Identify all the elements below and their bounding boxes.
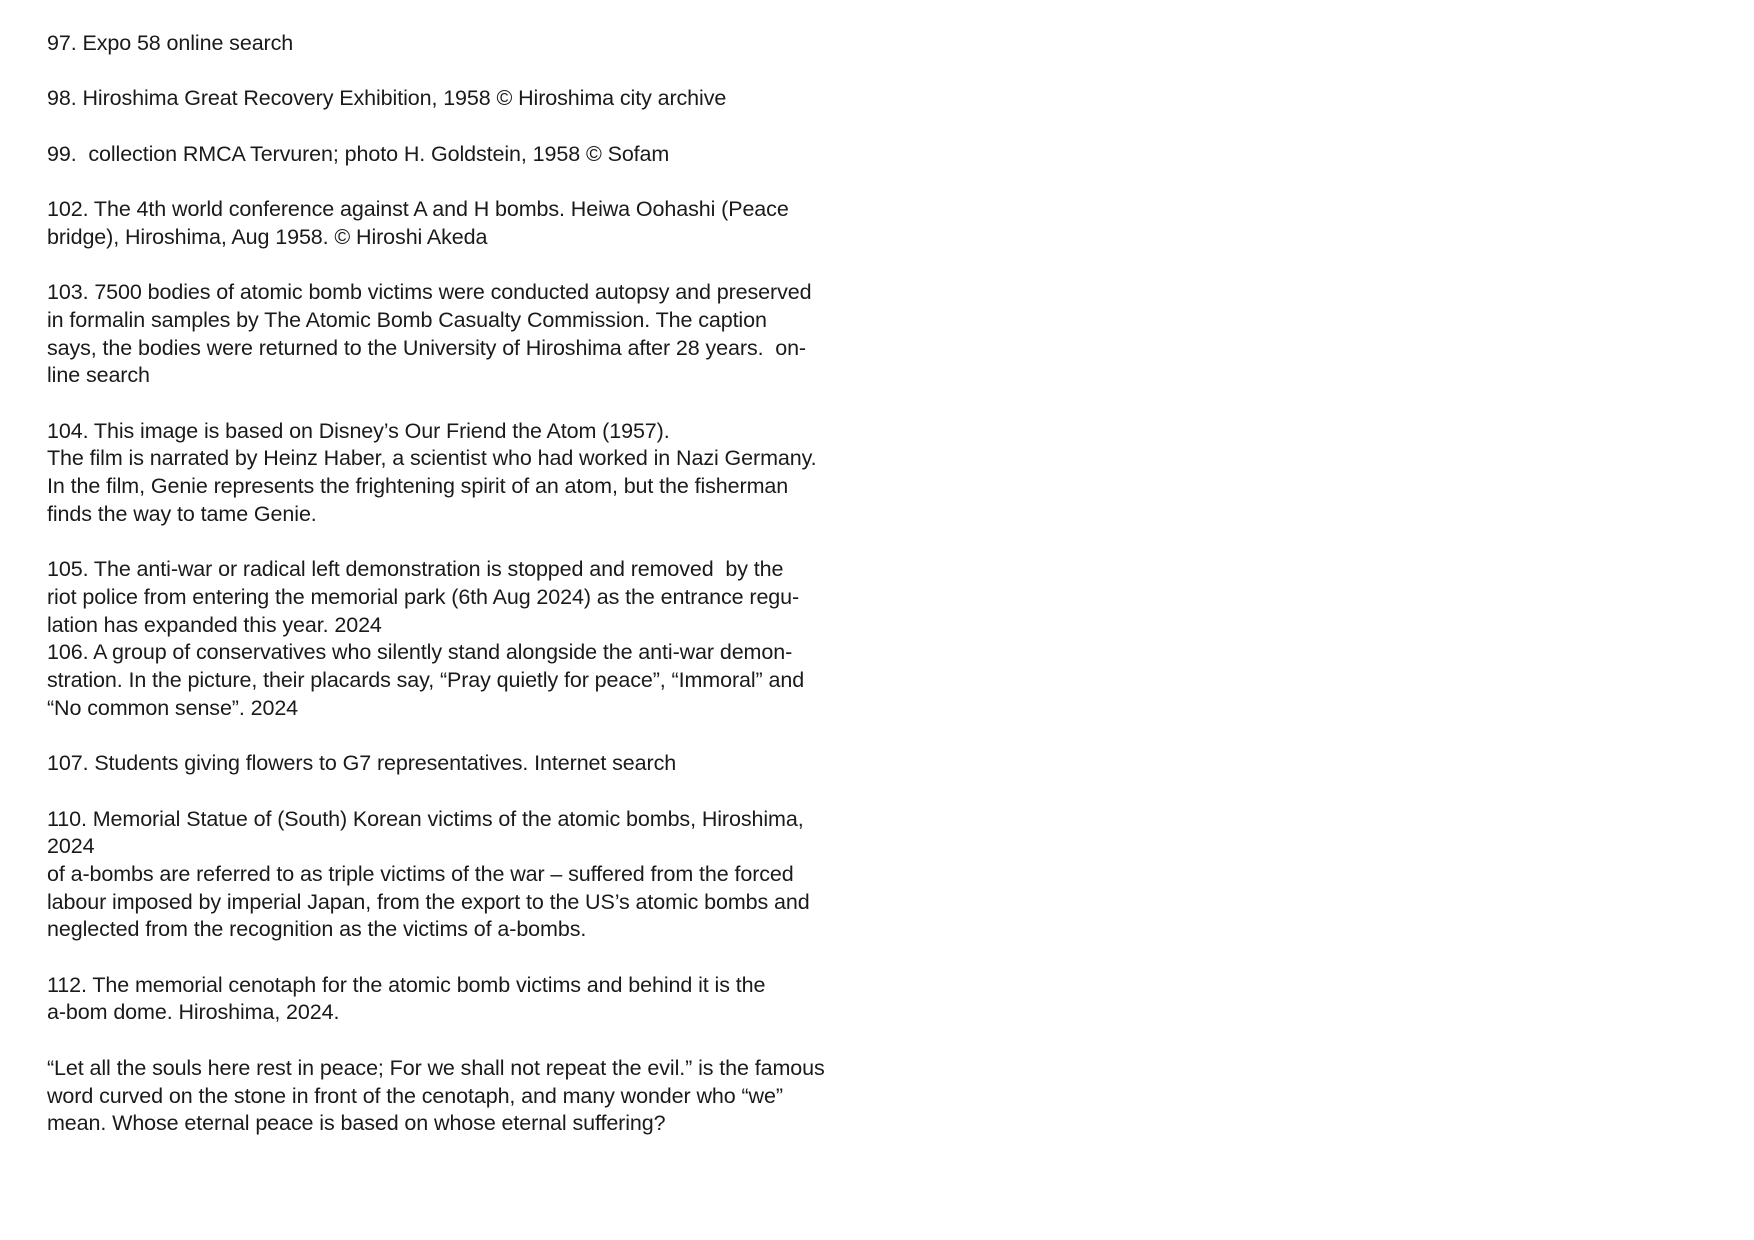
paragraph-gap: [47, 58, 867, 86]
caption-line: 106. A group of conservatives who silently stand alongside the anti-war demon-: [47, 640, 793, 665]
caption-line: 99. collection RMCA Tervuren; photo H. Goldstein, 1958 © Sofam: [47, 141, 670, 166]
caption-paragraph: [47, 1055, 867, 1138]
caption-paragraph: [47, 418, 867, 529]
caption-line: 102. The 4th world conference against A and H bombs. Heiwa Oohashi (Peace: [47, 197, 789, 222]
caption-line: 110. Memorial Statue of (South) Korean victims of the atomic bombs, Hiroshima,: [47, 806, 804, 831]
caption-paragraph: [47, 279, 867, 390]
caption-line: 98. Hiroshima Great Recovery Exhibition, 1958 © Hiroshima city archive: [47, 86, 727, 111]
caption-line: riot police from entering the memorial park (6th Aug 2024) as the entrance regu-: [47, 584, 800, 609]
caption-line: labour imposed by imperial Japan, from the export to the US’s atomic bombs and: [47, 889, 810, 914]
paragraph-gap: [47, 168, 867, 196]
paragraph-gap: [47, 529, 867, 557]
caption-line: 105. The anti-war or radical left demonstration is stopped and removed by the: [47, 557, 784, 582]
caption-line: finds the way to tame Genie.: [47, 501, 317, 526]
caption-line: says, the bodies were returned to the University of Hiroshima after 28 years. on-: [47, 335, 806, 360]
caption-line: a-bom dome. Hiroshima, 2024.: [47, 1000, 340, 1025]
caption-line: lation has expanded this year. 2024: [47, 612, 382, 637]
caption-line: 112. The memorial cenotaph for the atomic bomb victims and behind it is the: [47, 972, 766, 997]
caption-paragraph: [47, 141, 867, 169]
caption-line: 97. Expo 58 online search: [47, 31, 294, 55]
paragraph-gap: [47, 778, 867, 806]
caption-line: in formalin samples by The Atomic Bomb Casualty Commission. The caption: [47, 307, 767, 332]
caption-line: word curved on the stone in front of the cenotaph, and many wonder who “we”: [47, 1083, 783, 1108]
caption-line: mean. Whose eternal peace is based on whose eternal suffering?: [47, 1111, 666, 1136]
caption-line: line search: [47, 363, 150, 388]
caption-paragraph: [47, 85, 867, 113]
caption-line: “No common sense”. 2024: [47, 695, 299, 720]
caption-line: stration. In the picture, their placards say, “Pray quietly for peace”, “Immoral” and: [47, 668, 805, 693]
caption-line: bridge), Hiroshima, Aug 1958. © Hiroshi Akeda: [47, 224, 488, 249]
caption-paragraph: [47, 806, 867, 945]
paragraph-gap: [47, 944, 867, 972]
caption-line: 107. Students giving flowers to G7 representatives. Internet search: [47, 751, 677, 776]
paragraph-gap: [47, 113, 867, 141]
caption-line: The film is narrated by Heinz Haber, a scientist who had worked in Nazi Germany.: [47, 446, 817, 471]
caption-line: 103. 7500 bodies of atomic bomb victims were conducted autopsy and preserved: [47, 280, 812, 305]
caption-column: [47, 30, 867, 1138]
caption-line: 2024: [47, 834, 95, 859]
caption-paragraph: [47, 556, 867, 722]
paragraph-gap: [47, 390, 867, 418]
caption-line: 104. This image is based on Disney’s Our Friend the Atom (1957).: [47, 418, 670, 443]
paragraph-gap: [47, 252, 867, 280]
caption-paragraph: [47, 196, 867, 251]
caption-paragraph: [47, 972, 867, 1027]
caption-paragraph: [47, 30, 867, 58]
caption-line: of a-bombs are referred to as triple victims of the war – suffered from the forced: [47, 861, 794, 886]
caption-line: “Let all the souls here rest in peace; For we shall not repeat the evil.” is the famous: [47, 1055, 825, 1080]
caption-line: neglected from the recognition as the victims of a-bombs.: [47, 917, 587, 942]
caption-line: In the film, Genie represents the frightening spirit of an atom, but the fisherman: [47, 474, 789, 499]
paragraph-gap: [47, 722, 867, 750]
paragraph-gap: [47, 1027, 867, 1055]
caption-paragraph: [47, 750, 867, 778]
